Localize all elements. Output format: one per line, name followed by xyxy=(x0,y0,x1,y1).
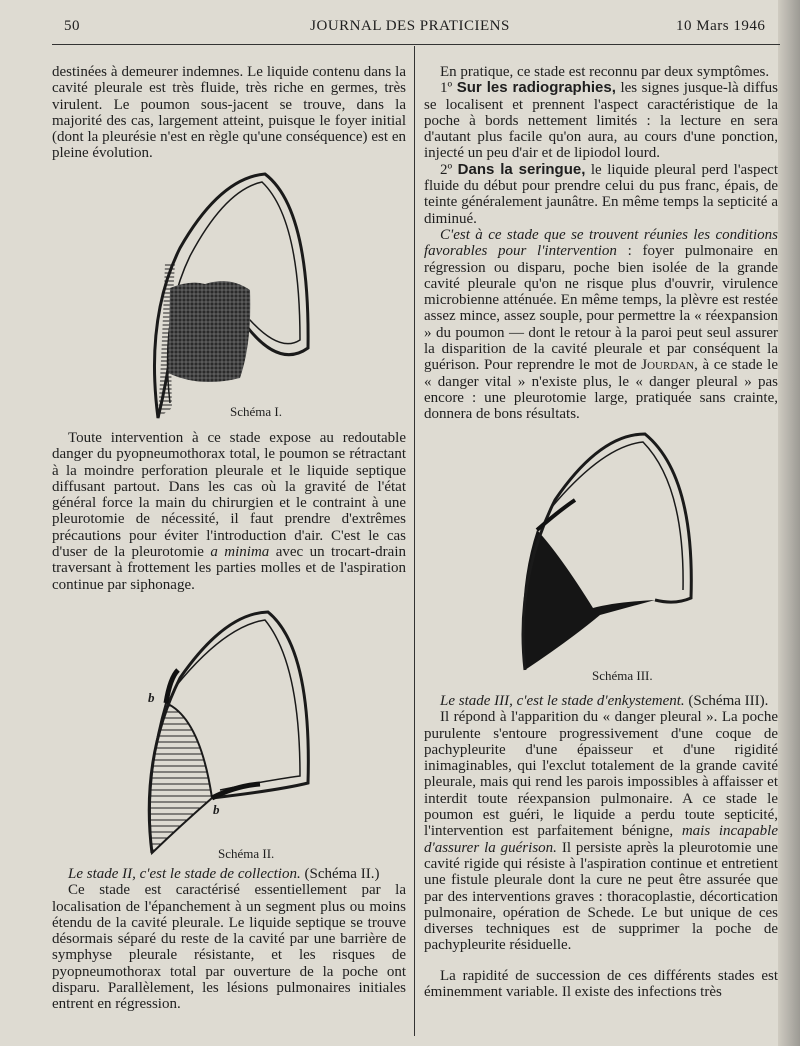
stade-2-title: Le stade II, c'est le stade de collection. xyxy=(68,866,301,882)
italic-phrase: C'est à ce stade que se trouvent réunies les conditions favorables pour l'intervention xyxy=(424,226,778,260)
schema-1-caption: Schéma I. xyxy=(230,404,282,419)
lung-inner-contour xyxy=(551,442,683,590)
italic-phrase: a minima xyxy=(210,544,270,561)
schema-3-caption: Schéma III. xyxy=(592,668,653,683)
schema-1-figure xyxy=(140,168,330,428)
paragraph-text: destinées à demeurer indemnes. Le liquide contenu dans la cavité pleurale est très fluide, très riche en germes, très virulent. Le poumon sous-jacent se trouve, dans la majorité des cas, largement atteint, puisque le foyer initial (dont la pleurésie n'est en règle qu'une conséquence) est en pleine évolution. xyxy=(52,64,406,162)
paragraph-text: les signes jusque-là diffus se localisent et prennent l'aspect caractéristique de la poche à bords nettement limités : la lecture en sera d'autant plus facile qu'on aura, au cours d'une ponction, injecté un peu d'air et de lipiodol lourd. xyxy=(424,80,778,162)
journal-title: JOURNAL DES PRATICIENS xyxy=(310,18,510,34)
page-number: 50 xyxy=(64,18,80,34)
right-col-paragraphs xyxy=(424,64,778,423)
italic-phrase: mais incapable d'assurer la guérison. xyxy=(424,823,778,856)
left-col-paragraph-3 xyxy=(52,866,406,1013)
item-number: 2º xyxy=(440,161,458,178)
paragraph-text: , à ce stade le « danger vital » n'existe plus, le « danger pleural » pas encore : une pleurotomie large, pratiquée sans crainte, donnera de bons résultats. xyxy=(424,357,778,423)
paragraph-text: avec un trocart-drain traversant à frottement les parties molles et de l'aspiration continue par siphonage. xyxy=(52,544,407,593)
page-edge xyxy=(778,0,800,1046)
column-divider xyxy=(414,46,415,1036)
paragraph-text: Il persiste après la pleurotomie une cavité rigide qui résiste à l'aspiration continue et entretient une fistule pleurale dont la cure ne peut être assurée que par des interventions graves : thoracoplastie, décortication pulmonaire, opération de Schede. Le but unique de ces diverses techniques est de supprimer la poche de pachypleurite résiduelle. xyxy=(424,839,778,954)
schema-2-caption: Schéma II. xyxy=(218,846,275,861)
paragraph-text: Il répond à l'apparition du « danger pleural ». La poche purulente s'entoure progressivement d'une coque de pachypleurite d'une épaisseur et d'une rigidité inimaginables, qui l'exclut totalement de la grande cavité pleurale, mais qui rend les parois impossibles à affaisser et interdit toute réexpansion pulmonaire. A ce stade le poumon est guéri, le liquide a perdu toute septicité, l'intervention est parfaitement bénigne, xyxy=(424,709,778,840)
pachypleuritis-shell xyxy=(523,530,655,670)
stade-3-title: Le stade III, c'est le stade d'enkystement. xyxy=(440,693,685,709)
running-header xyxy=(0,18,800,40)
schema-2-label-b-upper: b xyxy=(148,690,155,705)
schema-2-label-b-lower: b xyxy=(213,802,220,817)
collection-hatched xyxy=(150,703,212,853)
stade-2-ref: (Schéma II.) xyxy=(300,866,380,882)
effusion-dark-mass xyxy=(168,281,250,382)
issue-date: 10 Mars 1946 xyxy=(676,18,766,34)
schema-3-figure xyxy=(515,430,715,685)
item-number: 1º xyxy=(440,80,457,97)
paragraph-text: Toute intervention à ce stade expose au redoutable danger du pyopneumothorax total, le poumon se rétractant à la moindre perforation pleurale et le liquide septique diffusant partout. Dans les cas où la gravité de l'état général force la main du chirurgien et le contraint à une pleurotomie de nécessité, il faut prendre d'extrêmes précautions pour éviter l'introduction d'air. C'est le cas d'user de la pleurotomie xyxy=(52,430,406,561)
paragraph-text: La rapidité de succession de ces différents stades est éminemment variable. Il existe des infections très xyxy=(424,967,778,1001)
paragraph-text: : foyer pulmonaire en régression ou disparu, poche bien isolée de la grande cavité pleurale qu'on ne risque plus d'ouvrir, virulence microbienne atténuée. En même temps, la plèvre est restée assez mince, assez souple, pour permettre la « réexpansion » du poumon — dont le retour à la paroi peut seul assurer la disparition de la cavité pleurale et par conséquent la guérison. Pour reprendre le mot de xyxy=(424,243,778,374)
paragraph-text: le liquide pleural perd l'aspect fluide du début pour prendre celui du pus franc, épais, de teinte généralement jaunâtre. En même temps la septicité a diminué. xyxy=(424,161,778,227)
bold-heading: Sur les radiographies, xyxy=(456,79,616,97)
paragraph-text: En pratique, ce stade est reconnu par deux symptômes. xyxy=(440,64,770,80)
stade-3-ref: (Schéma III). xyxy=(684,693,769,709)
right-col-paragraphs-lower xyxy=(424,693,778,1000)
bold-heading: Dans la seringue, xyxy=(457,160,586,178)
left-col-paragraph-2 xyxy=(52,430,406,593)
schema-2-figure xyxy=(140,608,330,863)
header-rule xyxy=(52,44,780,45)
lung-surface-line xyxy=(537,500,575,530)
paragraph-text: Ce stade est caractérisé essentiellement par la localisation de l'épanchement à un segment plus ou moins étendu de la cavité pleurale. Le liquide septique se trouve désormais séparé du reste de la cavité par une barrière de symphyse pleurale résistante, et les risques de pyopneumothorax total par ouverture de la poche ont disparu. Parallèlement, les lésions pulmonaires initiales entrent en régression. xyxy=(52,882,406,1013)
author-name: Jourdan xyxy=(641,357,695,374)
left-col-paragraph-1 xyxy=(52,64,406,162)
